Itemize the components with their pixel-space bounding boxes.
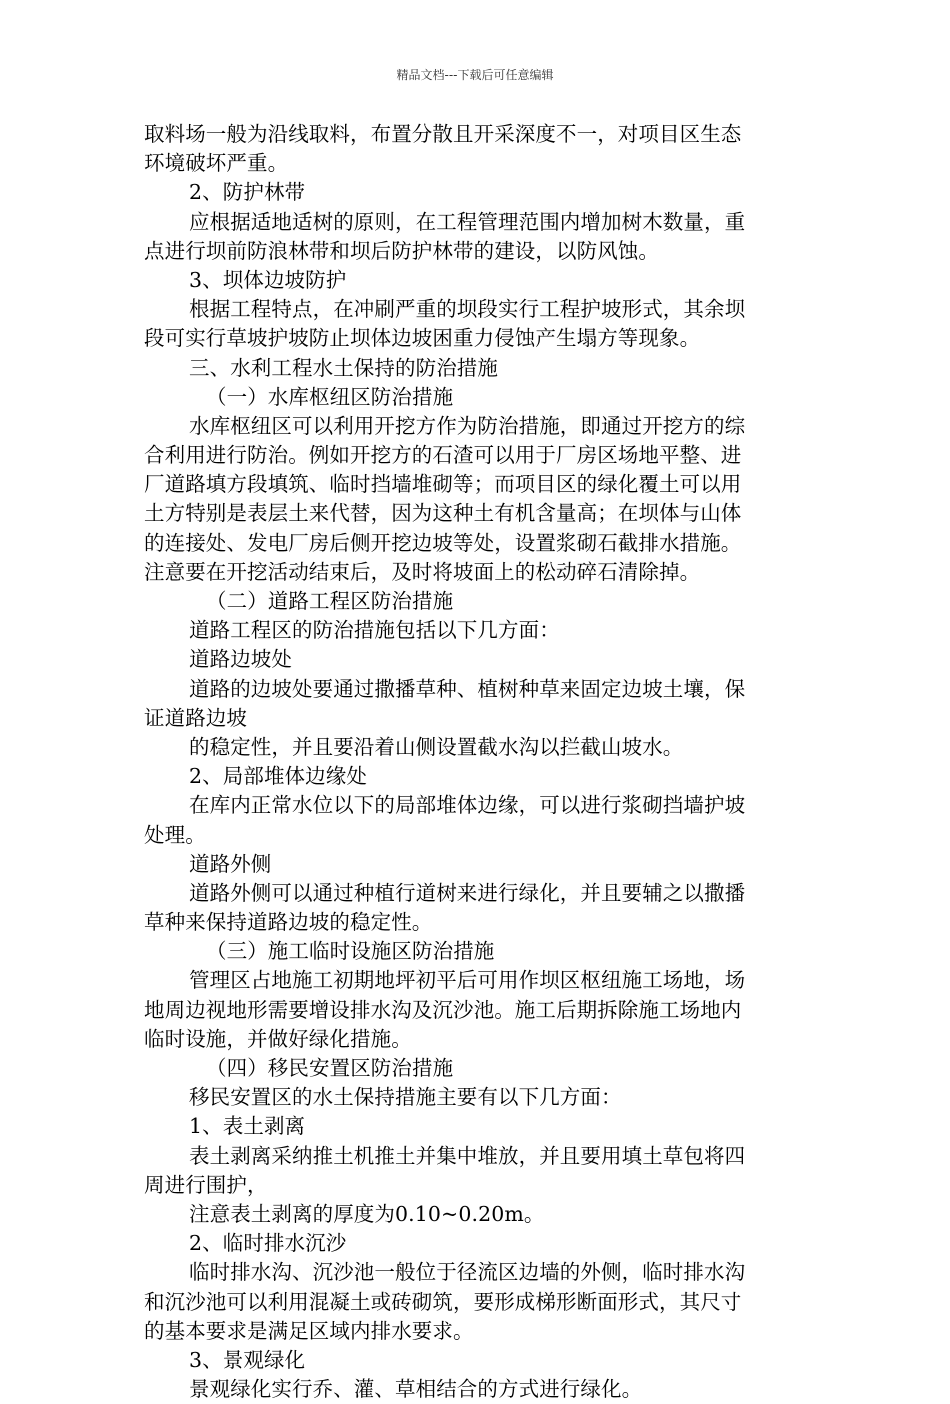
text-line: 周进行围护， bbox=[144, 1172, 268, 1197]
text-line: 道路工程区的防治措施包括以下几方面： bbox=[189, 618, 560, 643]
text-line: 证道路边坡 bbox=[144, 705, 247, 730]
text-line: 土方特别是表层土来代替，因为这种土有机含量高；在坝体与山体 bbox=[144, 501, 742, 526]
text-line: （四）移民安置区防治措施 bbox=[206, 1056, 454, 1080]
text-line: 注意表土剥离的厚度为0.10~0.20m。 bbox=[189, 1201, 545, 1226]
text-line: 移民安置区的水土保持措施主要有以下几方面： bbox=[189, 1085, 622, 1110]
text-line: 3、坝体边坡防护 bbox=[189, 267, 347, 292]
text-line: 段可实行草坡护坡防止坝体边坡困重力侵蚀产生塌方等现象。 bbox=[144, 326, 701, 351]
text-line: 1、表土剥离 bbox=[189, 1114, 306, 1139]
text-line: 临时设施，并做好绿化措施。 bbox=[144, 1026, 412, 1051]
text-line: 2、防护林带 bbox=[189, 180, 306, 205]
text-line: 和沉沙池可以利用混凝土或砖砌筑，要形成梯形断面形式，其尺寸 bbox=[144, 1289, 742, 1314]
text-line: 3、景观绿化 bbox=[189, 1347, 306, 1372]
text-line: 道路边坡处 bbox=[189, 647, 292, 672]
page-header: 精品文档---下载后可任意编辑 bbox=[396, 68, 554, 82]
text-line: （三）施工临时设施区防治措施 bbox=[206, 939, 495, 964]
text-line: 环境破坏严重。 bbox=[144, 151, 289, 176]
document-body bbox=[144, 120, 804, 1404]
text-line: 景观绿化实行乔、灌、草相结合的方式进行绿化。 bbox=[189, 1377, 643, 1402]
text-line: （二）道路工程区防治措施 bbox=[206, 589, 454, 613]
text-line: 的稳定性，并且要沿着山侧设置截水沟以拦截山坡水。 bbox=[189, 734, 684, 759]
text-line: 2、局部堆体边缘处 bbox=[189, 764, 367, 789]
text-line: 取料场一般为沿线取料，布置分散且开采深度不一，对项目区生态 bbox=[144, 122, 742, 146]
text-line: 临时排水沟、沉沙池一般位于径流区边墙的外侧，临时排水沟 bbox=[189, 1260, 746, 1285]
text-line: 根据工程特点，在冲刷严重的坝段实行工程护坡形式，其余坝 bbox=[189, 297, 746, 322]
text-line: 的基本要求是满足区域内排水要求。 bbox=[144, 1318, 474, 1343]
text-line: 厂道路填方段填筑、临时挡墙堆砌等；而项目区的绿化覆土可以用 bbox=[144, 472, 742, 497]
text-line: 表土剥离采纳推土机推土并集中堆放，并且要用填土草包将四 bbox=[189, 1143, 746, 1168]
text-line: 道路外侧 bbox=[189, 851, 272, 876]
text-line: 的连接处、发电厂房后侧开挖边坡等处，设置浆砌石截排水措施。 bbox=[144, 530, 742, 555]
text-line: 水库枢纽区可以利用开挖方作为防治措施，即通过开挖方的综 bbox=[189, 413, 746, 438]
text-line: 注意要在开挖活动结束后，及时将坡面上的松动碎石清除掉。 bbox=[144, 559, 701, 584]
text-line: 应根据适地适树的原则，在工程管理范围内增加树木数量，重 bbox=[189, 209, 746, 234]
text-line: 管理区占地施工初期地坪初平后可用作坝区枢纽施工场地，场 bbox=[189, 968, 746, 993]
text-line: 合利用进行防治。例如开挖方的石渣可以用于厂房区场地平整、进 bbox=[144, 443, 742, 468]
text-line: 在库内正常水位以下的局部堆体边缘，可以进行浆砌挡墙护坡 bbox=[189, 793, 746, 818]
text-line: 道路的边坡处要通过撒播草种、植树种草来固定边坡土壤，保 bbox=[189, 676, 746, 701]
text-line: 草种来保持道路边坡的稳定性。 bbox=[144, 910, 433, 935]
text-line: 点进行坝前防浪林带和坝后防护林带的建设，以防风蚀。 bbox=[144, 238, 659, 263]
text-line: 地周边视地形需要增设排水沟及沉沙池。施工后期拆除施工场地内 bbox=[144, 997, 742, 1022]
text-line: 道路外侧可以通过种植行道树来进行绿化，并且要辅之以撒播 bbox=[189, 880, 746, 905]
text-line: 2、临时排水沉沙 bbox=[189, 1231, 347, 1256]
text-line: 三、水利工程水土保持的防治措施 bbox=[189, 355, 498, 380]
text-line: （一）水库枢纽区防治措施 bbox=[206, 384, 454, 409]
text-line: 处理。 bbox=[144, 822, 206, 847]
